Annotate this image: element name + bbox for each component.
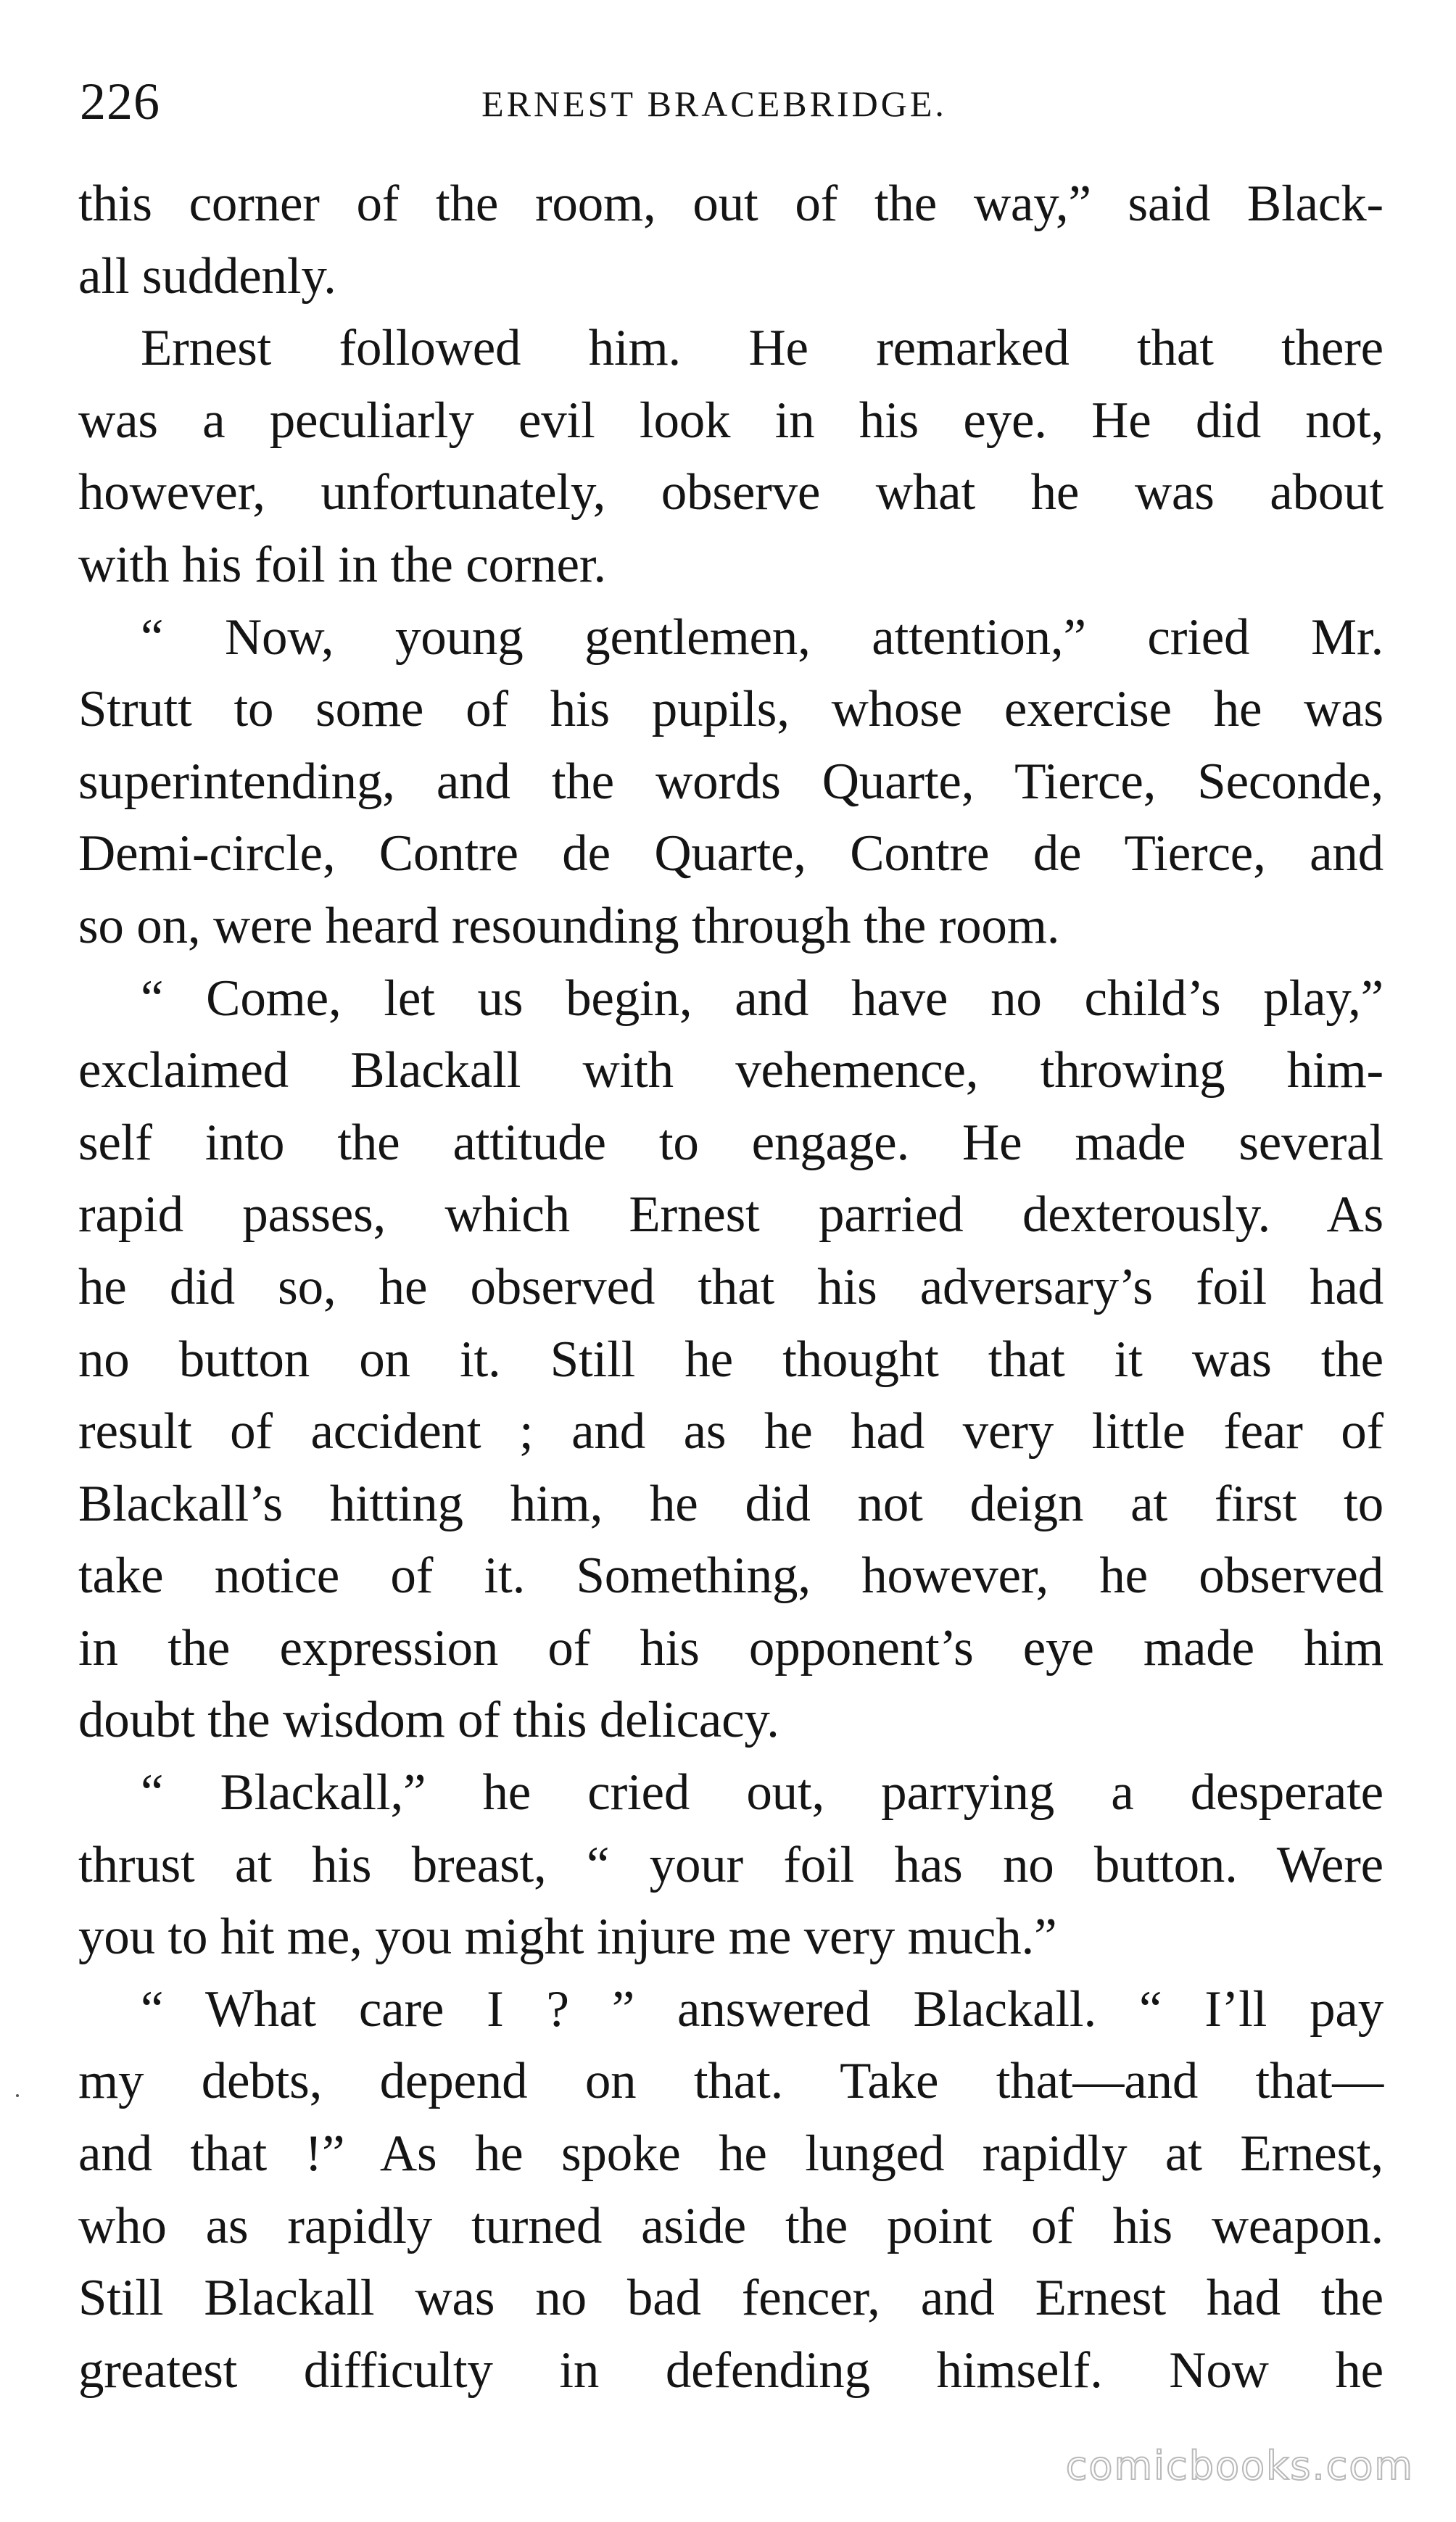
text-line: he did so, he observed that his adversary’s foil had (78, 1258, 1383, 1315)
text-line: who as rapidly turned aside the point of his weapon. (78, 2197, 1383, 2254)
text-line: Strutt to some of his pupils, whose exercise he was (78, 681, 1383, 738)
print-speck (16, 2094, 19, 2097)
text-line: “ Blackall,” he cried out, parrying a desperate (141, 1764, 1383, 1822)
running-title: ERNEST BRACEBRIDGE. (481, 83, 947, 124)
text-line: so on, were heard resounding through the room. (78, 897, 1060, 954)
text-line: “ Now, young gentlemen, attention,” cried Mr. (141, 608, 1383, 666)
text-line: take notice of it. Something, however, he observed (78, 1547, 1383, 1605)
text-line: Blackall’s hitting him, he did not deign at first to (78, 1475, 1383, 1532)
text-line: and that !” As he spoke he lunged rapidly at Ernest, (78, 2125, 1383, 2183)
text-line: however, unfortunately, observe what he was about (78, 464, 1383, 521)
text-line: superintending, and the words Quarte, Tierce, Seconde, (78, 753, 1383, 810)
text-line: Still Blackall was no bad fencer, and Ernest had the (78, 2270, 1383, 2327)
text-line: rapid passes, which Ernest parried dexterously. As (78, 1186, 1383, 1244)
text-line: thrust at his breast, “ your foil has no button. Were (78, 1836, 1383, 1893)
text-line: in the expression of his opponent’s eye made him (78, 1619, 1383, 1676)
body-text (78, 168, 1383, 2407)
text-line: greatest difficulty in defending himself. Now he (78, 2341, 1383, 2399)
text-line: all suddenly. (78, 247, 336, 305)
text-line: with his foil in the corner. (78, 536, 606, 593)
text-line: you to hit me, you might injure me very much.” (78, 1909, 1057, 1966)
text-line: “ What care I ? ” answered Blackall. “ I’ll pay (141, 1980, 1383, 2038)
page-number: 226 (80, 73, 160, 131)
running-head (80, 69, 1378, 134)
text-line: result of accident ; and as he had very little fear of (78, 1403, 1383, 1460)
text-line: doubt the wisdom of this delicacy. (78, 1692, 779, 1749)
text-line: exclaimed Blackall with vehemence, throwing him- (78, 1042, 1383, 1099)
text-line: was a peculiarly evil look in his eye. He did not, (78, 392, 1383, 449)
watermark: comicbooks.com (1065, 2443, 1414, 2489)
text-line: self into the attitude to engage. He made several (78, 1114, 1383, 1171)
text-line: no button on it. Still he thought that it was the (78, 1331, 1383, 1388)
text-line: “ Come, let us begin, and have no child’s play,” (141, 969, 1383, 1027)
text-line: this corner of the room, out of the way,” said Black- (78, 175, 1383, 232)
text-line: Demi-circle, Contre de Quarte, Contre de Tierce, and (78, 825, 1383, 882)
text-line: Ernest followed him. He remarked that there (141, 320, 1383, 377)
text-line: my debts, depend on that. Take that—and that— (78, 2053, 1383, 2110)
